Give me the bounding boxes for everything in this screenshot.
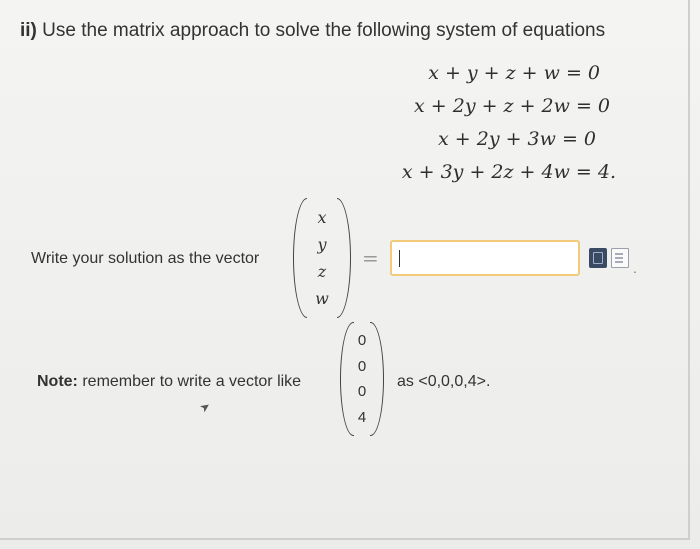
- example-entry: 0: [357, 357, 367, 375]
- answer-input[interactable]: [390, 240, 580, 276]
- vector-entry-w: w: [315, 289, 329, 308]
- mouse-pointer-icon: ➤: [196, 398, 214, 416]
- note: [37, 373, 301, 391]
- equation-4: x + 3y + 2z + 4w = 4.: [401, 161, 616, 183]
- variable-vector: [293, 198, 351, 318]
- left-paren: [340, 322, 354, 436]
- equation-1: x + y + z + w = 0: [428, 62, 600, 84]
- vector-entry-x: x: [317, 208, 327, 227]
- trailing-period: .: [633, 260, 637, 276]
- example-vector: [340, 322, 384, 436]
- equation-3: x + 2y + 3w = 0: [438, 128, 596, 150]
- example-entry: 4: [357, 408, 367, 426]
- note-text: remember to write a vector like: [82, 373, 302, 390]
- equals-sign: =: [362, 246, 379, 270]
- vector-entry-y: y: [317, 235, 327, 254]
- solution-label: Write your solution as the vector: [31, 250, 260, 267]
- preview-icon[interactable]: [611, 248, 629, 268]
- right-paren: [370, 322, 384, 436]
- right-paren: [337, 198, 351, 318]
- note-bold: Note:: [37, 373, 78, 390]
- note-example-text: as <0,0,0,4>.: [397, 373, 491, 390]
- vector-entry-z: z: [317, 262, 327, 281]
- question-heading: [20, 20, 605, 42]
- question-number: ii): [20, 20, 37, 41]
- example-entry: 0: [357, 383, 367, 401]
- example-entry: 0: [357, 332, 367, 350]
- equation-2: x + 2y + z + 2w = 0: [414, 95, 610, 117]
- left-paren: [293, 198, 307, 318]
- question-text: Use the matrix approach to solve the following system of equations: [42, 20, 606, 41]
- equation-editor-icon[interactable]: [589, 248, 607, 268]
- text-cursor: [399, 250, 400, 267]
